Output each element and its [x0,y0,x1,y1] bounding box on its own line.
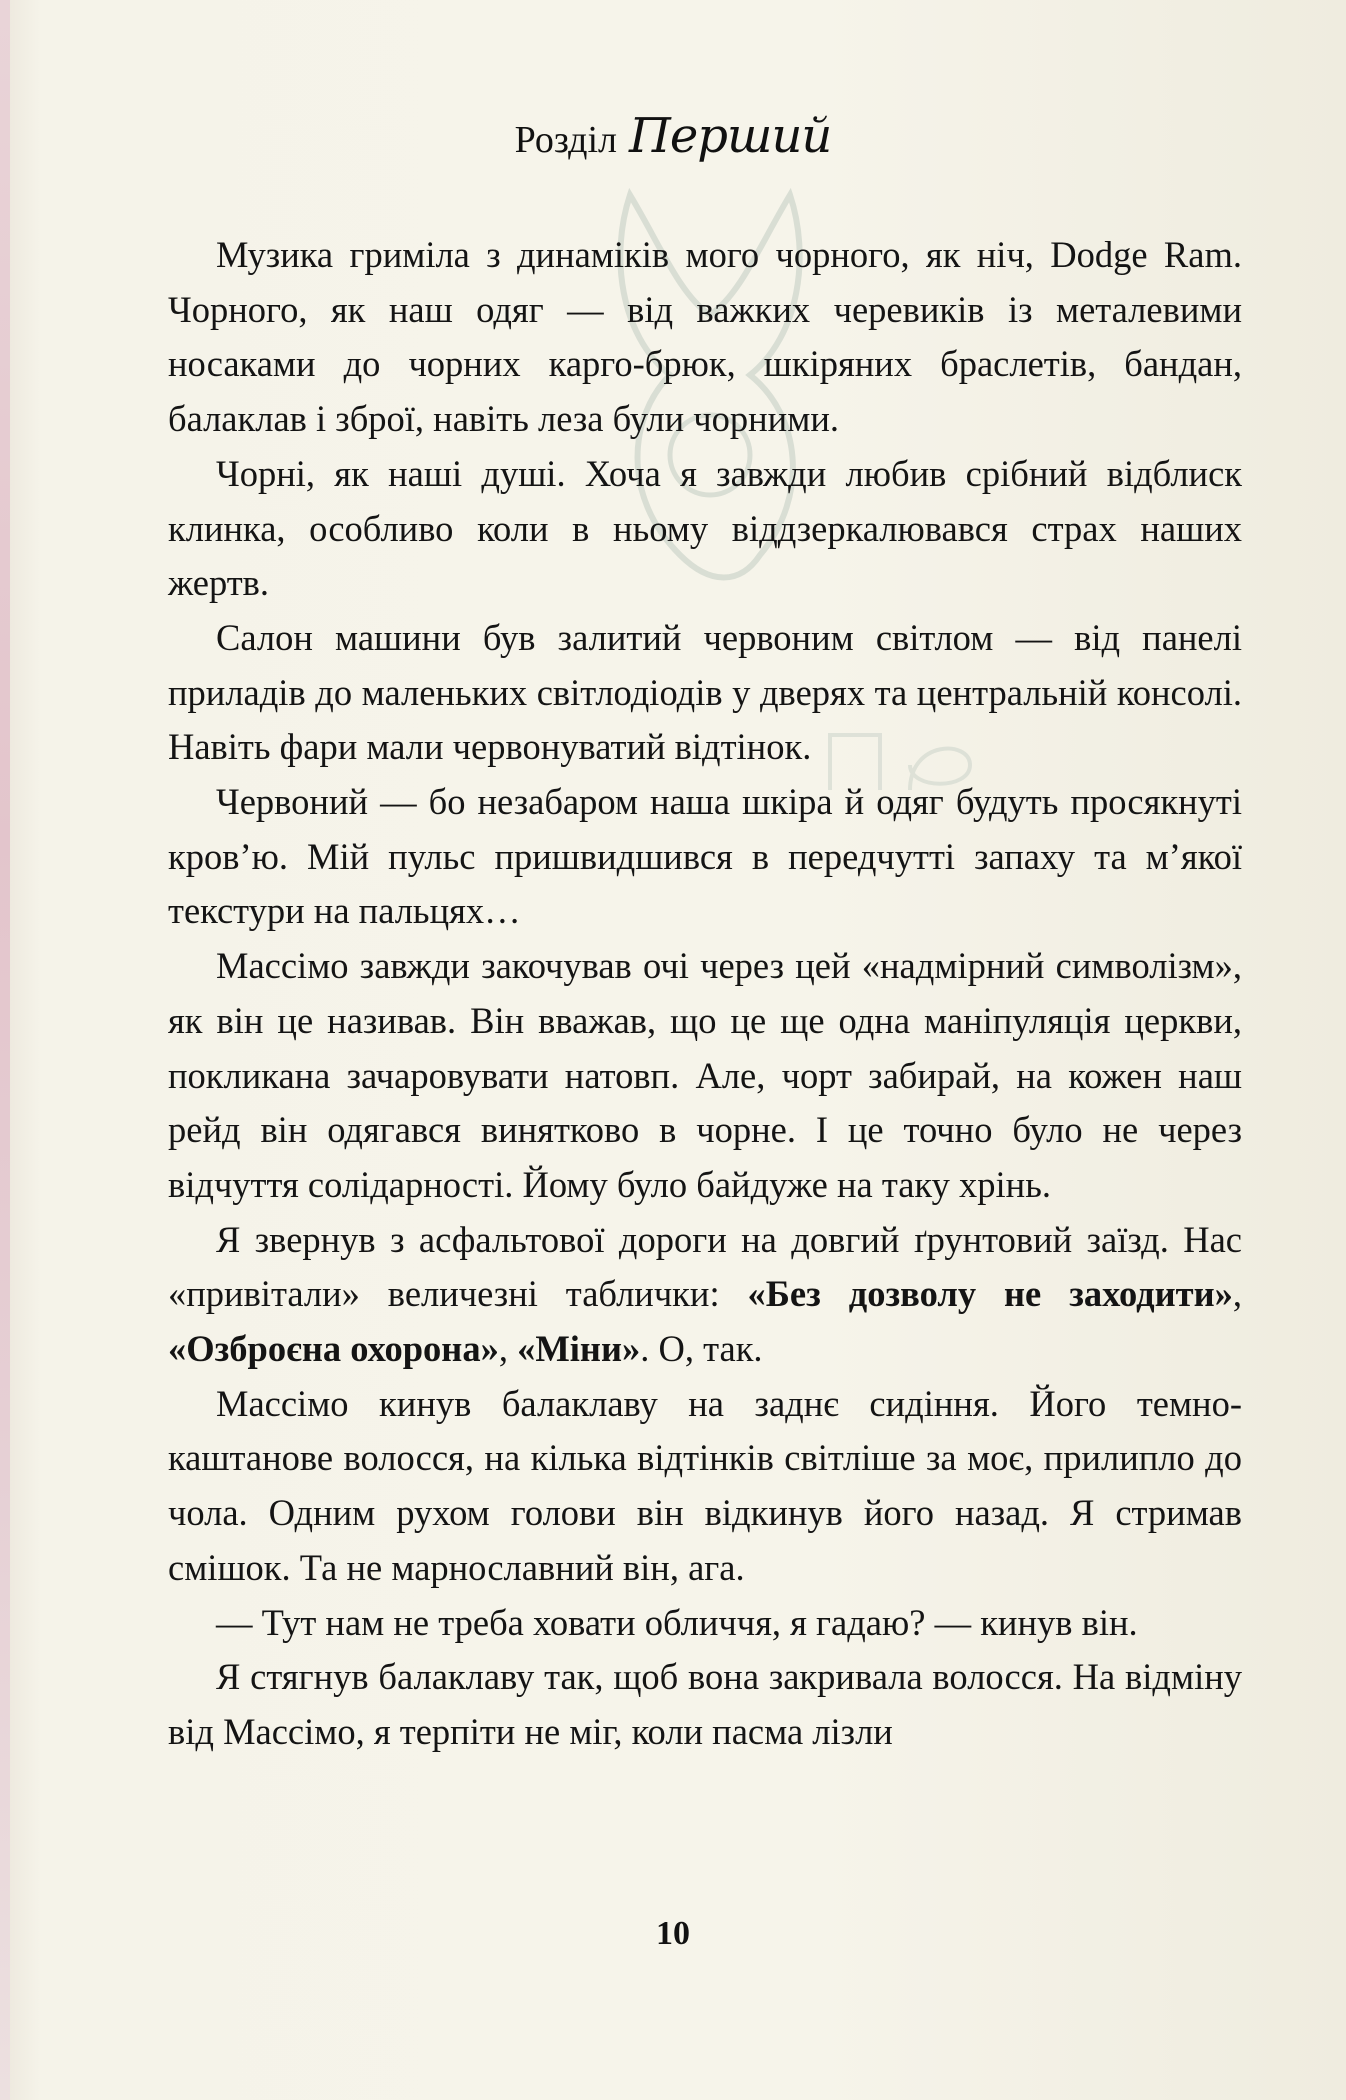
paragraph: Салон машини був залитий червоним світлом — від панелі приладів до маленьких світлодіодів у дверях та центральній консолі. Навіть фари мали червонуватий відтінок. [168,616,1242,768]
chapter-body [168,228,1242,1760]
paragraph: Массімо кинув балаклаву на заднє сидіння. Його темно-каштанове волосся, на кілька відтінків світліше за моє, прилипло до чола. Одним рухом голови він відкинув його назад. Я стримав смішок. Та не марнославний він, ага. [168,1382,1242,1588]
chapter-ordinal: Перший [629,108,832,164]
paragraph [168,1213,1242,1377]
chapter-heading [0,108,1346,164]
paragraph-text: Я звернув з асфальтової дороги на довгий ґрунтовий заїзд. Нас «привітали» величезні таблички: [168,1218,1242,1315]
sign-mines: «Міни» [517,1328,641,1370]
separator: , [498,1328,518,1370]
paragraph-text: . О, так. [640,1328,763,1370]
page-gutter-edge [0,0,10,2100]
sign-armed-guard: «Озброєна охорона» [168,1328,499,1370]
paragraph: Червоний — бо незабаром наша шкіра й одяг будуть просякнуті кров’ю. Мій пульс пришвидшився в передчутті запаху та м’якої текстури на пальцях… [168,781,1242,932]
dialogue-paragraph: — Тут нам не треба ховати обличчя, я гадаю? — кинув він. [216,1601,1138,1643]
paragraph: Массімо завжди закочував очі через цей «надмірний символізм», як він це називав. Він вважав, що це ще одна маніпуляція церкви, покликана зачаровувати натовп. Але, чорт забирай, на кожен наш рейд він одягався винятково в чорне. І це точно було не через відчуття солідарності. Йому було байдуже на таку хрінь. [168,945,1242,1205]
page-number: 10 [656,1915,690,1952]
paragraph: Музика гриміла з динаміків мого чорного, як ніч, Dodge Ram. Чорного, як наш одяг — від важких черевиків із металевими носаками до чорних карго-брюк, шкіряних браслетів, бандан, балаклав і зброї, навіть леза були чорними. [168,234,1242,440]
sign-no-entry: «Без дозволу не заходити» [747,1273,1233,1315]
chapter-label: Розділ [514,119,618,161]
separator: , [1232,1273,1242,1315]
paragraph: Я стягнув балаклаву так, щоб вона закривала волосся. На відміну від Массімо, я терпіти не міг, коли пасма лізли [168,1656,1242,1752]
paragraph: Чорні, як наші душі. Хоча я завжди любив срібний відблиск клинка, особливо коли в ньому віддзеркалювався страх наших жертв. [168,452,1242,604]
